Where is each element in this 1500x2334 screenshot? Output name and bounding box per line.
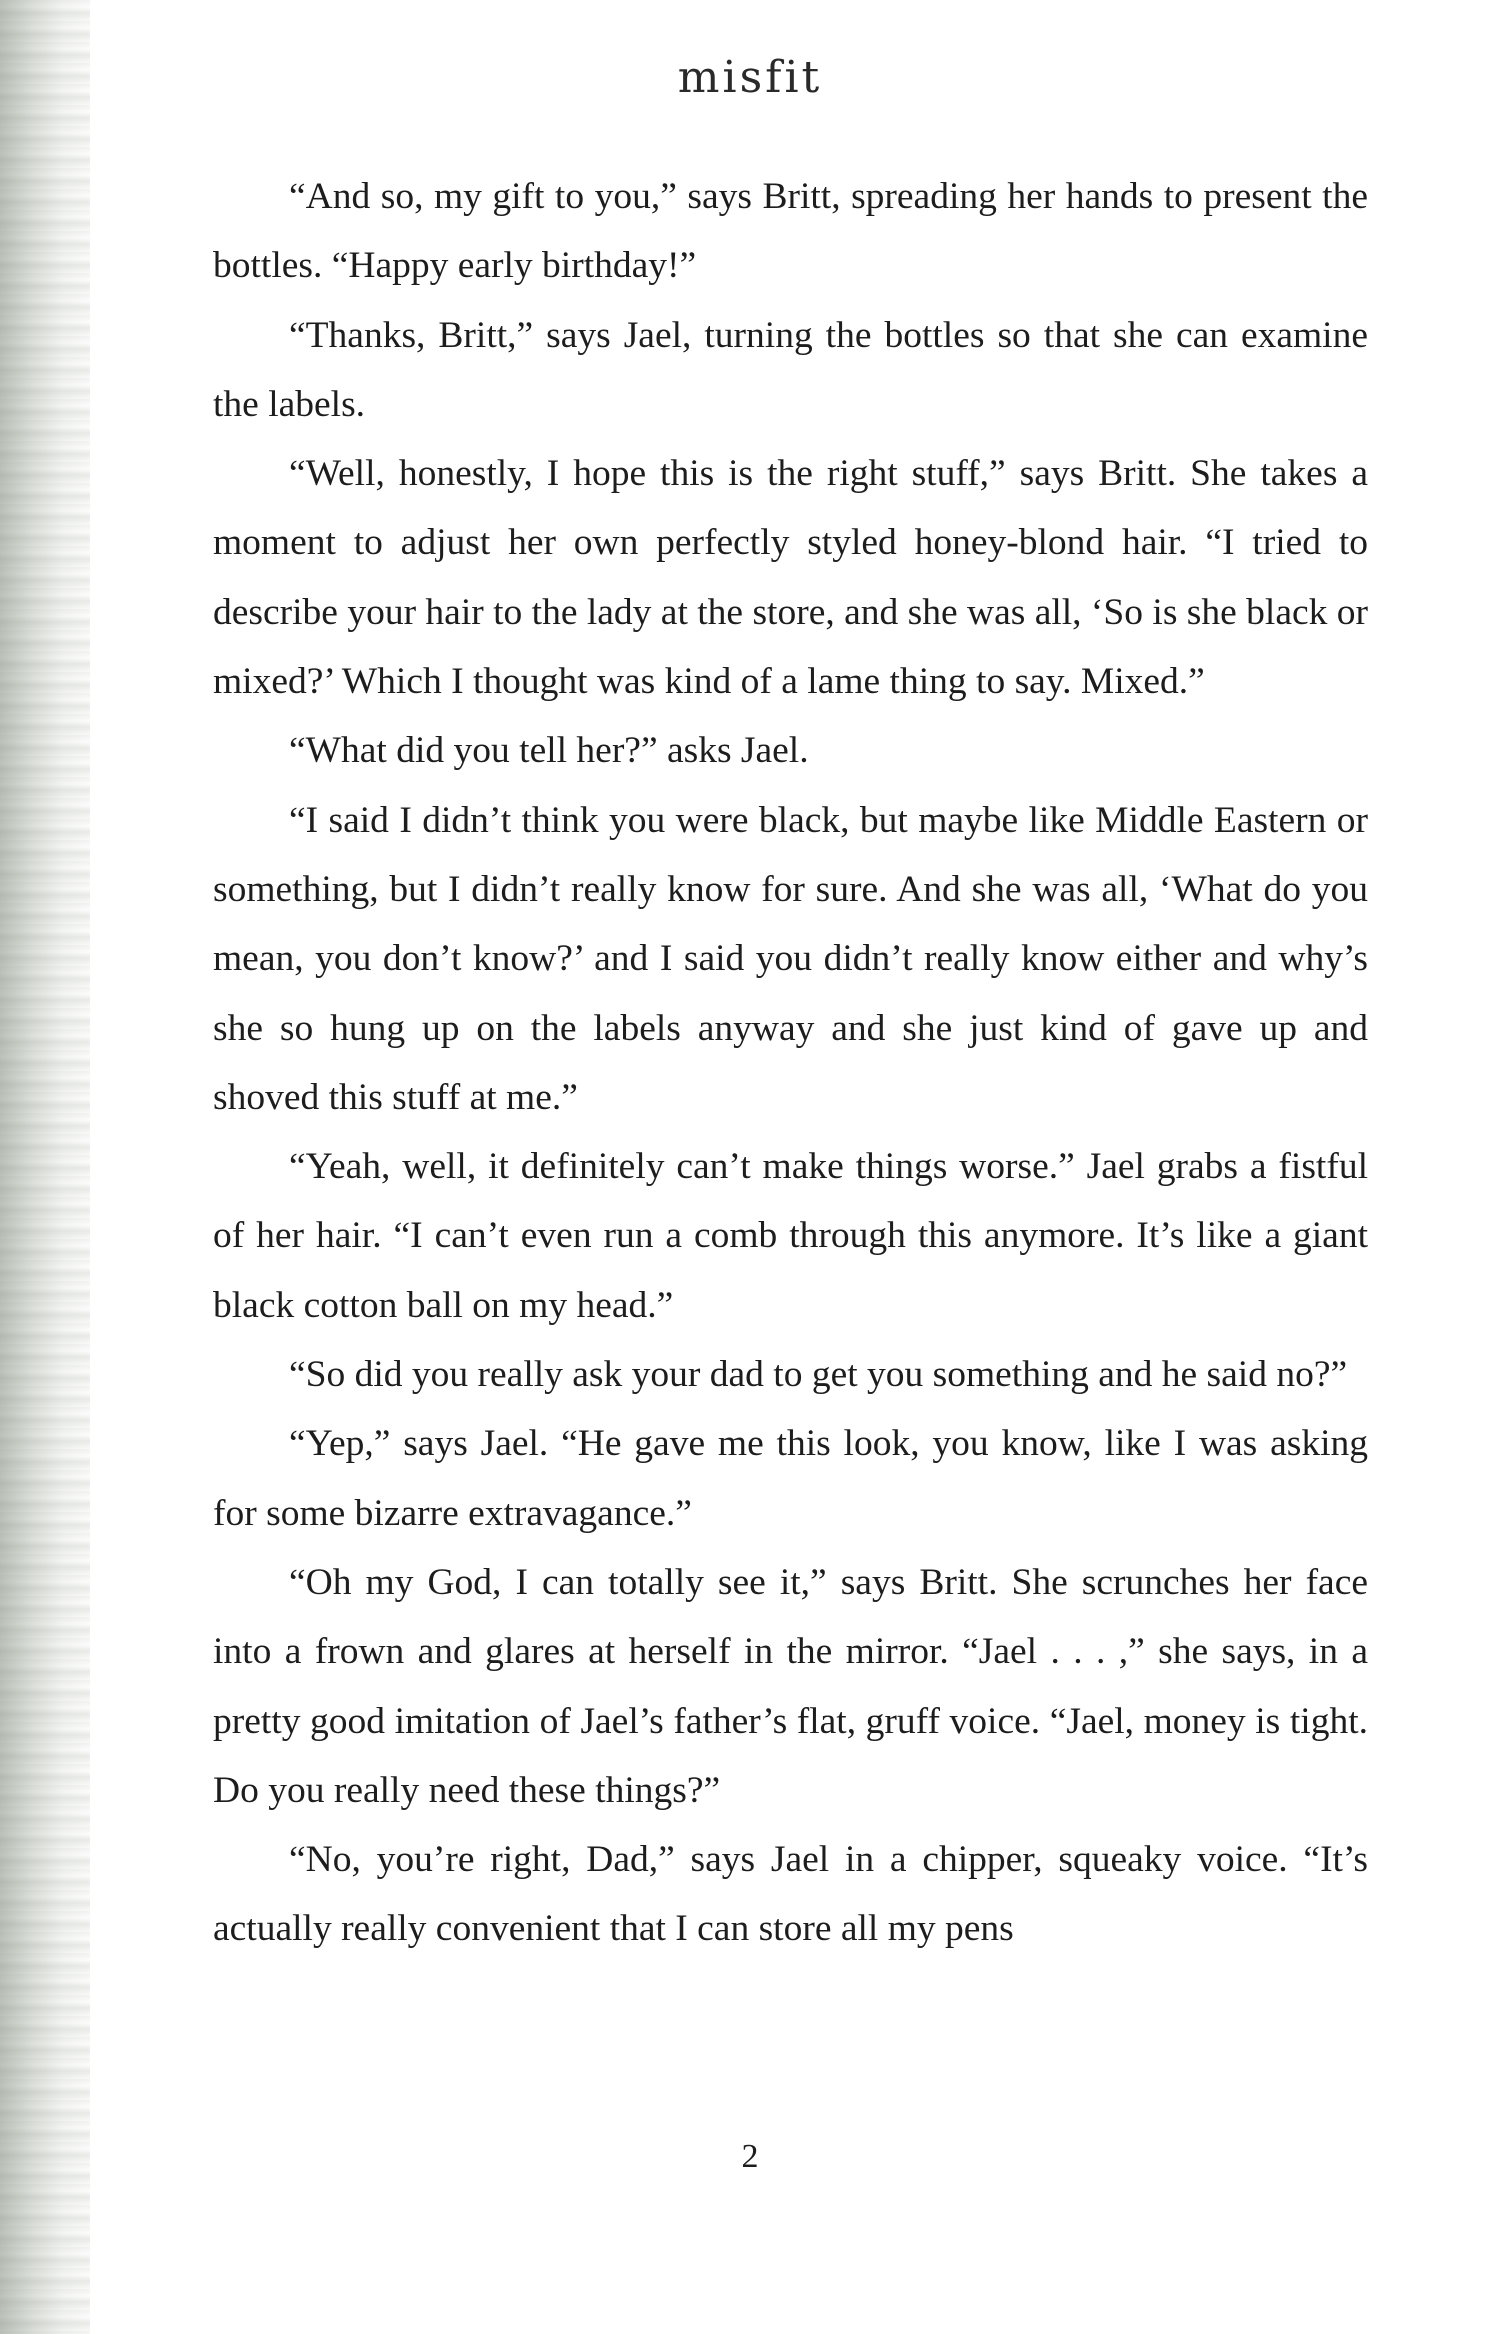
paragraph: “So did you really ask your dad to get you something and he said no?” [289,1354,1348,1396]
paragraph: “And so, my gift to you,” says Britt, spreading her hands to present the bottles. “Happy early birthday!” [213,176,1368,287]
page-number: 2 [741,2138,759,2175]
paragraph: “What did you tell her?” asks Jael. [289,730,809,772]
scanned-page-edge [0,0,90,2334]
paragraph: “Oh my God, I can totally see it,” says Britt. She scrunches her face into a frown and glares at herself in the mirror. “Jael . . . ,” she says, in a pretty good imitation of Jael’s father’s flat, gruff voice. “Jael, money is tight. Do you really need these things?” [213,1561,1368,1811]
body-text [213,162,1368,1964]
paragraph: “I said I didn’t think you were black, but maybe like Middle Eastern or something, but I didn’t really know for sure. And she was all, ‘What do you mean, you don’t know?’ and I said you didn’t really know either and why’s she so hung up on the labels anyway and she just kind of gave up and shoved this stuff at me.” [213,799,1368,1118]
paragraph: “Well, honestly, I hope this is the right stuff,” says Britt. She takes a moment to adjust her own perfectly styled honey-blond hair. “I tried to describe your hair to the lady at the store, and she was all, ‘So is she black or mixed?’ Which I thought was kind of a lame thing to say. Mixed.” [213,453,1368,703]
paragraph: “Yeah, well, it definitely can’t make things worse.” Jael grabs a fistful of her hair. “I can’t even run a comb through this anymore. It’s like a giant black cotton ball on my head.” [213,1146,1368,1326]
paragraph: “Thanks, Britt,” says Jael, turning the bottles so that she can examine the labels. [213,314,1368,425]
running-header: misfit [677,52,823,103]
paragraph: “Yep,” says Jael. “He gave me this look, you know, like I was asking for some bizarre extravagance.” [213,1423,1368,1534]
paragraph: “No, you’re right, Dad,” says Jael in a chipper, squeaky voice. “It’s actually really convenient that I can store all my pens [213,1839,1368,1950]
